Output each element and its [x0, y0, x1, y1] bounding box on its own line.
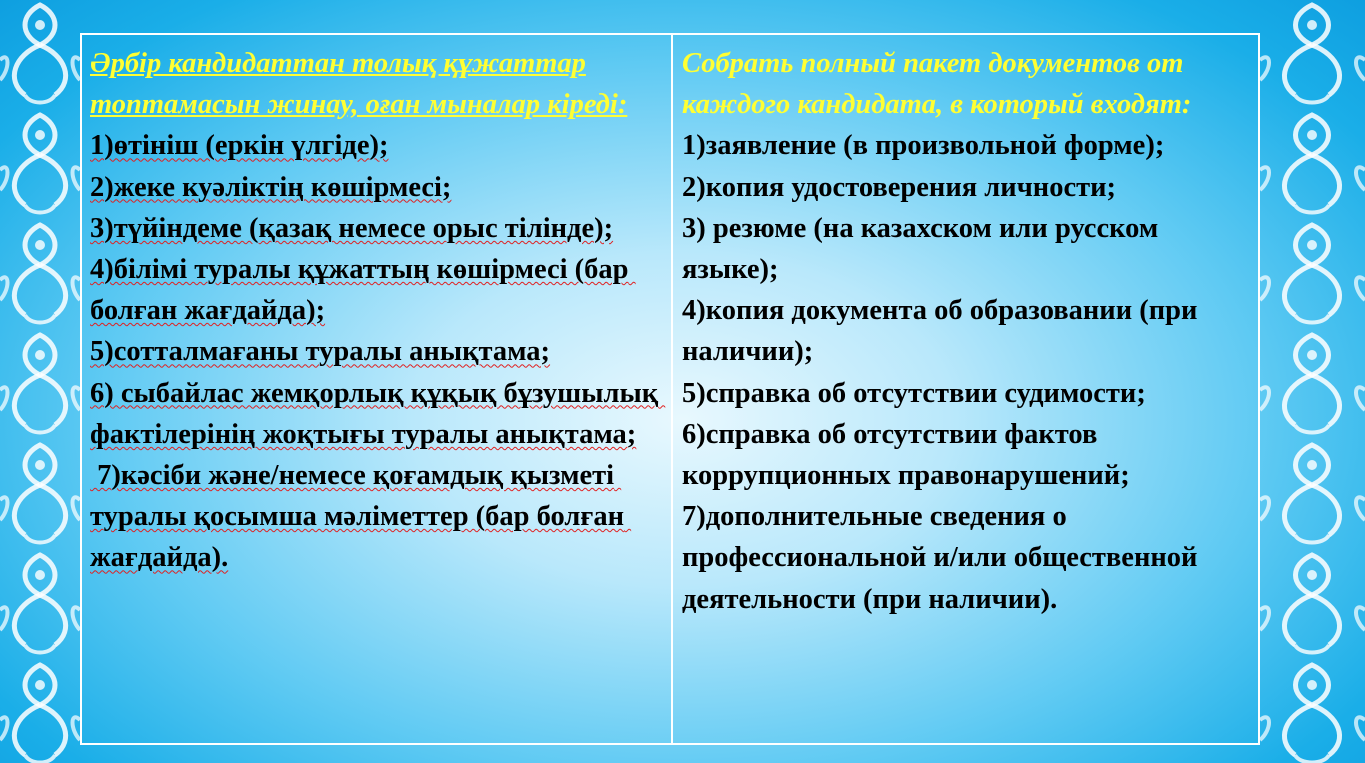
kazakh-item-6: 6) сыбайлас жемқорлық құқық бұзушылық фактілерінің жоқтығы туралы анықтама;: [90, 377, 666, 450]
kazakh-column: [82, 35, 673, 743]
left-ornament-border: [0, 0, 80, 763]
russian-item-7: 7)дополнительные сведения о профессиональной и/или общественной деятельности (при наличии).: [682, 501, 1205, 615]
russian-item-6: 6)справка об отсутствии фактов коррупционных правонарушений;: [682, 418, 1130, 492]
kazakh-item-5: 5)сотталмағаны туралы анықтама;: [90, 336, 551, 368]
ornament-pattern-icon: [1260, 0, 1365, 763]
kazakh-item-4: 4)білімі туралы құжаттың көшірмесі (бар болған жағдайда);: [90, 254, 636, 327]
russian-item-2: 2)копия удостоверения личности;: [682, 171, 1116, 203]
kazakh-item-3: 3)түйіндеме (қазақ немесе орыс тілінде);: [90, 212, 614, 244]
right-ornament-border: [1260, 0, 1365, 763]
russian-item-1: 1)заявление (в произвольной форме);: [682, 130, 1165, 162]
kazakh-item-1: 1)өтініш (еркін үлгіде);: [90, 130, 389, 162]
russian-item-5: 5)справка об отсутствии судимости;: [682, 377, 1146, 409]
kazakh-item-7: 7)кәсіби және/немесе қоғамдық қызметі туралы қосымша мәліметтер (бар болған жағдайда).: [90, 460, 632, 574]
kazakh-item-2: 2)жеке куәліктің көшірмесі;: [90, 171, 452, 203]
kazakh-heading: Әрбір кандидаттан толық құжаттар топтамасын жинау, оған мыналар кіреді:: [90, 48, 628, 121]
russian-column: [673, 35, 1258, 743]
ornament-pattern-icon: [0, 0, 80, 763]
russian-heading: Собрать полный пакет документов от каждого кандидата, в который входят:: [682, 48, 1192, 121]
two-column-table: [80, 33, 1260, 745]
russian-item-3: 3) резюме (на казахском или русском языке);: [682, 212, 1166, 286]
russian-item-4: 4)копия документа об образовании (при наличии);: [682, 295, 1205, 368]
